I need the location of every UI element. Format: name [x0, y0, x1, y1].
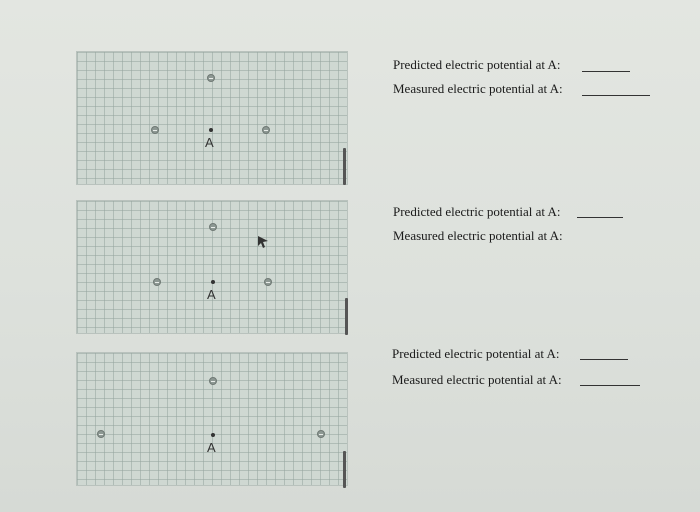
electrode-icon: [97, 430, 105, 438]
measured-answer-3[interactable]: [580, 385, 640, 386]
edge-bar: [343, 451, 346, 488]
cursor-arrow-icon: [257, 235, 269, 249]
edge-bar: [343, 148, 346, 185]
edge-bar: [345, 298, 348, 335]
point-a-label: A: [207, 287, 216, 302]
electrode-icon: [262, 126, 270, 134]
electrode-icon: [209, 223, 217, 231]
predicted-label-2: Predicted electric potential at A:: [393, 204, 561, 219]
measured-label-3: Measured electric potential at A:: [392, 372, 562, 387]
measured-answer-1[interactable]: [582, 95, 650, 96]
electrode-icon: [209, 377, 217, 385]
point-a-label: A: [207, 440, 216, 455]
field-diagram-1: [76, 51, 348, 185]
predicted-label-1: Predicted electric potential at A:: [393, 57, 561, 72]
point-a-label: A: [205, 135, 214, 150]
field-diagram-3: [76, 352, 348, 486]
measured-label-2: Measured electric potential at A:: [393, 228, 563, 243]
predicted-answer-1[interactable]: [582, 71, 630, 72]
electrode-icon: [264, 278, 272, 286]
point-a-marker: [209, 128, 213, 132]
electrode-icon: [151, 126, 159, 134]
electrode-icon: [317, 430, 325, 438]
electrode-icon: [153, 278, 161, 286]
predicted-label-3: Predicted electric potential at A:: [392, 346, 560, 361]
point-a-marker: [211, 280, 215, 284]
predicted-answer-2[interactable]: [577, 217, 623, 218]
measured-label-1: Measured electric potential at A:: [393, 81, 563, 96]
predicted-answer-3[interactable]: [580, 359, 628, 360]
point-a-marker: [211, 433, 215, 437]
field-diagram-2: [76, 200, 348, 334]
electrode-icon: [207, 74, 215, 82]
